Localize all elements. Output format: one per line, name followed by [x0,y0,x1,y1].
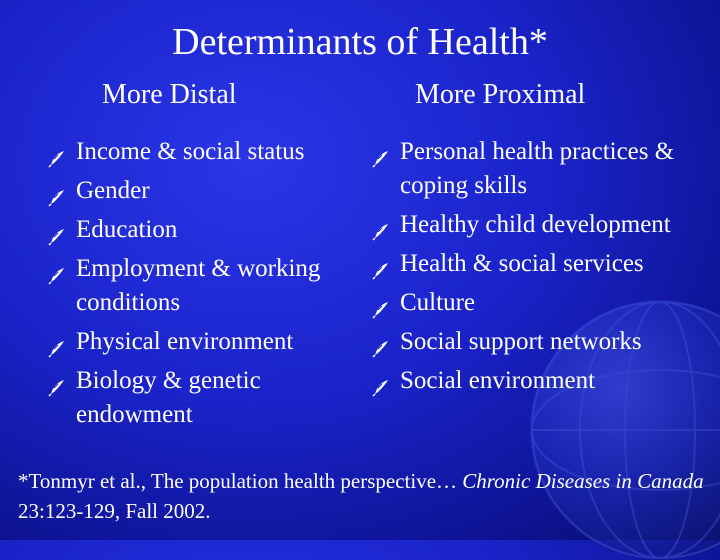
list-item: Physical environment [48,325,358,359]
quill-pen-icon [372,334,390,352]
list-item: Income & social status [48,135,358,169]
citation-text: *Tonmyr et al., The population health perspective… [18,469,463,493]
quill-pen-icon [48,261,66,279]
proximal-heading: More Proximal [415,79,586,110]
list-item: Culture [372,286,712,320]
citation-details: 23:123-129, Fall 2002. [18,499,211,523]
quill-pen-icon [372,295,390,313]
list-item: Education [48,213,358,247]
list-item: Health & social services [372,247,712,281]
quill-pen-icon [372,256,390,274]
quill-pen-icon [48,373,66,391]
list-item: Healthy child development [372,208,712,242]
quill-pen-icon [48,144,66,162]
quill-pen-icon [48,222,66,240]
quill-pen-icon [372,373,390,391]
distal-heading: More Distal [102,79,237,110]
journal-name: Chronic Diseases in Canada [462,469,704,493]
list-item: Social support networks [372,325,712,359]
list-item: Gender [48,174,358,208]
slide-title: Determinants of Health* [172,21,548,63]
quill-pen-icon [372,217,390,235]
quill-pen-icon [48,334,66,352]
citation-footnote [18,466,708,526]
list-item: Biology & genetic endowment [48,364,358,432]
list-item: Personal health practices & coping skills [372,135,712,203]
distal-list [48,135,358,437]
quill-pen-icon [48,183,66,201]
proximal-list [372,135,712,403]
list-item: Social environment [372,364,712,398]
list-item: Employment & working conditions [48,252,358,320]
quill-pen-icon [372,144,390,162]
